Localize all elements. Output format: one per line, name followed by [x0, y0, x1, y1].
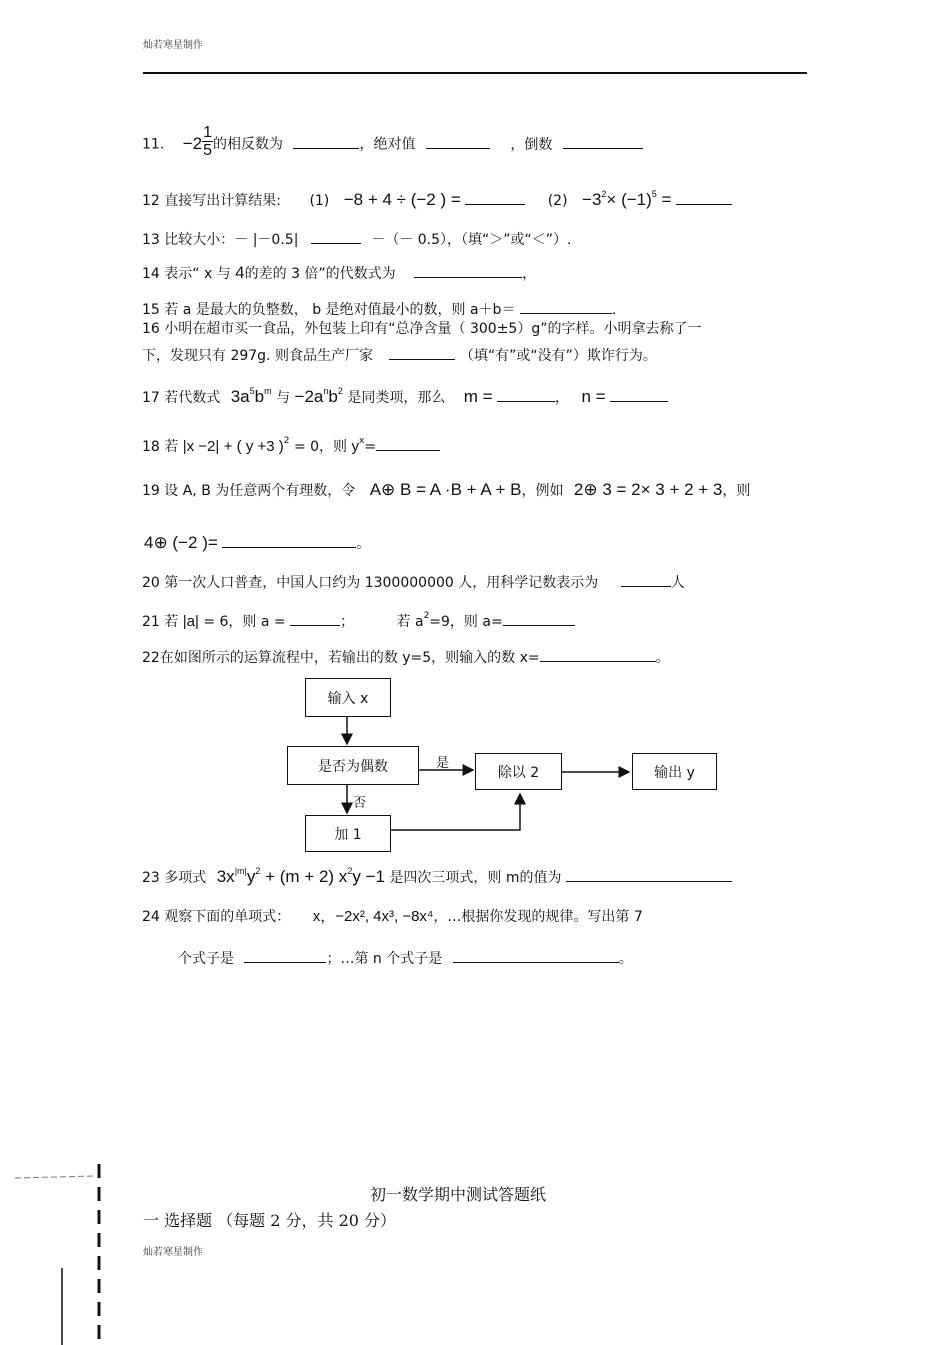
q17-m1: 3a [230, 387, 250, 406]
q23-e1: 3x [216, 867, 235, 886]
q11-text-2: ，绝对值 [359, 136, 416, 153]
flow-output-box: 输出 y [632, 753, 717, 790]
answer-sheet-section: 一 选择题 （每题 2 分，共 20 分） [143, 1211, 397, 1230]
page-header: 灿若寒星制作 [143, 40, 203, 51]
q11-text-3: ，倒数 [510, 136, 553, 153]
q14-end: ， [522, 266, 537, 282]
q23-e3: + (m + 2) x [265, 867, 348, 886]
q20-unit: 人 [670, 575, 685, 591]
arrow-add-to-divide [390, 794, 520, 830]
q19-example: 2⊕ 3 = 2× 3 + 2 + 3 [573, 480, 723, 499]
flow-divide-box: 除以 2 [475, 753, 562, 790]
q11-mixed-integer: −2 [182, 133, 203, 153]
q23-e2: y [246, 867, 256, 886]
question-16-line-1: 16 小明在超市买一食品，外包装上印有“总净含量（ 300±5）g”的字样。小明拿去称了一 [142, 321, 702, 337]
flow-add-box: 加 1 [305, 815, 391, 852]
q22-end: 。 [655, 650, 670, 666]
q24-text-2: ，…根据你发现的规律。写出第 7 [433, 909, 643, 925]
q24-text-1: 24 观察下面的单项式： [142, 909, 291, 925]
q18-abs-term: |x −2| [182, 438, 220, 455]
q17-s4: 2 [337, 386, 343, 396]
q23-s1: |m| [234, 866, 247, 876]
q21-abs-a: |a| [182, 613, 199, 630]
q23-answer-blank[interactable] [566, 867, 732, 882]
q24-text-3: 个式子是 [178, 951, 234, 967]
q11-number: 11. [142, 136, 165, 153]
flow-no-label: 否 [353, 796, 367, 811]
question-24-line-1 [142, 908, 643, 926]
q19-text-1: 19 设 A, B 为任意两个有理数，令 [142, 483, 356, 499]
q22-text: 22在如图所示的运算流程中，若输出的数 y=5，则输入的数 x= [142, 650, 540, 666]
q19-definition: A⊕ B = A ·B + A + B [369, 480, 522, 499]
q12-exp-5: 5 [651, 189, 657, 199]
q17-n-label: n = [581, 387, 606, 406]
q17-s3: n [323, 386, 329, 396]
q13-text-2: －（－ 0.5），（填“＞”或“＜”）. [371, 232, 572, 248]
q23-text: 是四次三项式，则 m的值为 [389, 870, 562, 886]
flow-yes-label: 是 [436, 756, 450, 771]
q24-sequence: x，−2x², 4x³, −8x⁴ [312, 908, 434, 925]
q19-expression: 4⊕ (−2 )= [144, 533, 218, 552]
q17-text-1: 与 [276, 390, 291, 406]
q17-m3: −2a [294, 387, 324, 406]
question-24-line-2 [178, 948, 633, 968]
q19-text-2: ，例如 [521, 483, 564, 499]
q21-text-3: =9，则 a= [429, 614, 503, 630]
q18-y: y [351, 438, 359, 455]
q12-expr-2a: −3 [582, 190, 602, 209]
q18-text: = 0，则 [293, 439, 348, 455]
q18-eq: = [364, 439, 377, 455]
q12-expr-1: −8 + 4 ÷ (−2 ) = [343, 190, 461, 209]
flow-input-box: 输入 x [305, 678, 391, 717]
q18-lead: 18 若 [142, 439, 179, 455]
q11-text-1: 的相反数为 [213, 136, 284, 153]
q16-text-1: 下，发现只有 297g. 则食品生产厂家 [142, 348, 373, 364]
q17-m-label: m = [463, 387, 493, 406]
q17-s1: 5 [249, 386, 255, 396]
page-footer: 灿若寒星制作 [143, 1247, 203, 1258]
q14-four: 4 [235, 263, 245, 282]
q14-text-1: 14 表示“ x 与 [142, 266, 231, 282]
binding-margin-lines [0, 1160, 120, 1345]
q16-text-2: （填“有”或“没有”）欺诈行为。 [459, 348, 657, 364]
q24-answer-blank-2[interactable] [453, 948, 619, 963]
q17-s2: m [264, 386, 272, 396]
q23-e4: y −1 [352, 867, 385, 886]
q15-end: . [611, 302, 617, 318]
q17-lead: 17 若代数式 [142, 390, 221, 406]
q24-answer-blank-1[interactable] [244, 948, 326, 963]
q15-text: 15 若 a 是最大的负整数， b 是绝对值最小的数，则 a＋b＝ [142, 302, 516, 318]
q12-expr-2e: = [656, 190, 672, 209]
q23-s2: 2 [255, 866, 261, 876]
q13-text-1: 13 比较大小：－ |－0.5| [142, 232, 299, 248]
q21-text-2: 若 a [396, 614, 424, 630]
q21-lead: 21 若 [142, 614, 179, 630]
q23-s3: 2 [347, 866, 353, 876]
q11-frac-num: 1 [203, 124, 213, 141]
q18-square-exp: 2 [283, 436, 290, 446]
q19-end: 。 [356, 536, 371, 552]
q12-expr-2c: × (−1) [606, 190, 652, 209]
flow-decision-box: 是否为偶数 [287, 746, 419, 785]
q21-text-1: = 6，则 a = [203, 614, 286, 630]
q12-part2-label: (2) [547, 193, 568, 209]
q12-exp-2: 2 [601, 189, 607, 199]
q18-x-exp: x [359, 436, 365, 446]
q19-text-3: ，则 [722, 483, 751, 499]
q14-text-2: 的差的 3 倍”的代数式为 [244, 266, 396, 282]
q18-square-term: + ( y +3 ) [223, 438, 284, 455]
q12-lead: 12 直接写出计算结果: [142, 193, 281, 209]
question-23 [142, 862, 732, 887]
q21-square-exp: 2 [423, 611, 430, 621]
q11-frac-den: 5 [203, 142, 213, 159]
q23-lead: 23 多项式 [142, 870, 207, 886]
q21-semicolon: ； [340, 614, 355, 630]
q20-text: 20 第一次人口普查，中国人口约为 1300000000 人，用科学记数表示为 [142, 575, 599, 591]
q17-m2: b [254, 387, 265, 406]
q17-text-2: 是同类项，那么 [347, 390, 446, 406]
q12-part1-label: (1) [309, 193, 330, 209]
q17-comma: ， [555, 390, 570, 406]
q17-m4: b [328, 387, 338, 406]
q24-end: 。 [618, 951, 633, 967]
answer-sheet-title: 初一数学期中测试答题纸 [370, 1185, 547, 1204]
q24-text-4: ；…第 n 个式子是 [326, 951, 443, 967]
